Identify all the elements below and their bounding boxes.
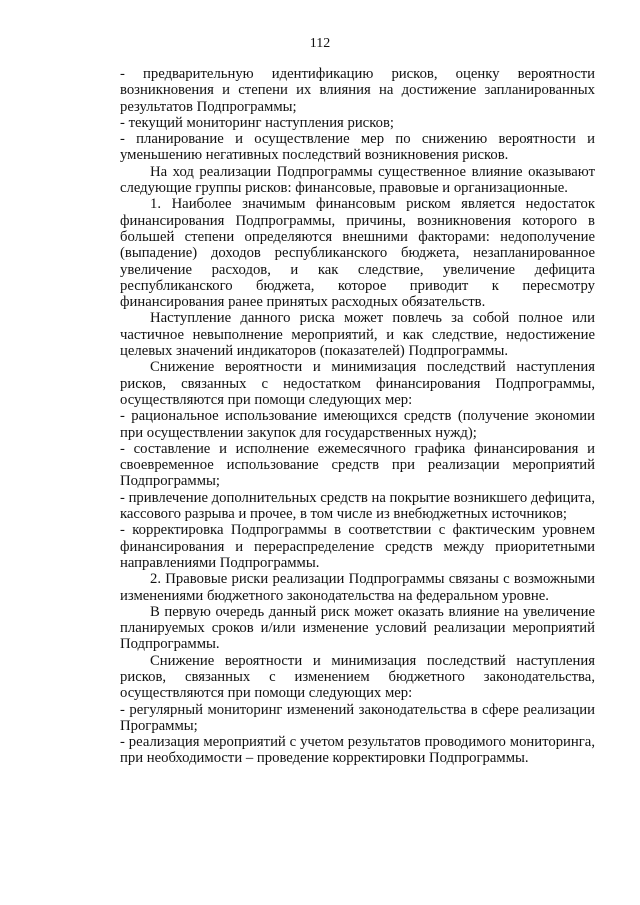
document-body [120, 66, 595, 767]
paragraph: - текущий мониторинг наступления рисков; [120, 114, 394, 131]
paragraph: Наступление данного риска может повлечь за собой полное или частичное невыполнение мероприятий, и как следствие, недостижение целевых значений индикаторов (показателей) Подпрограммы. [120, 310, 595, 360]
paragraph: - предварительную идентификацию рисков, оценку вероятности возникновения и степени их влияния на достижение запланированных результатов Подпрограммы; [120, 66, 595, 115]
paragraph: 2. Правовые риски реализации Подпрограммы связаны с возможными изменениями бюджетного законодательства на федеральном уровне. [120, 571, 595, 604]
paragraph: - составление и исполнение ежемесячного графика финансирования и своевременное использование средств при реализации мероприятий Подпрограммы; [120, 440, 595, 490]
paragraph: - корректировка Подпрограммы в соответствии с фактическим уровнем финансирования и перераспределение средств между приоритетными направлениями Подпрограммы. [120, 522, 595, 571]
paragraph: - регулярный мониторинг изменений законодательства в сфере реализации Программы; [120, 701, 595, 734]
paragraph: - привлечение дополнительных средств на покрытие возникшего дефицита, кассового разрыва и прочее, в том числе из внебюджетных источников; [120, 489, 595, 523]
paragraph: - реализация мероприятий с учетом результатов проводимого мониторинга, при необходимости – проведение корректировки Подпрограммы. [120, 734, 595, 767]
paragraph: В первую очередь данный риск может оказать влияние на увеличение планируемых сроков и/или изменение условий реализации мероприятий Подпрограммы. [120, 603, 595, 653]
paragraph: 1. Наиболее значимым финансовым риском является недостаток финансирования Подпрограммы, причины, возникновения которого в большей степени определяются внешними факторами: недополучение (выпадение) доходов республиканского бюджета, незапланированное увеличение расходов, и как следствие, увеличение дефицита республиканского бюджета, которое приводит к пересмотру финансирования ранее принятых расходных обязательств. [120, 196, 595, 311]
paragraph: - планирование и осуществление мер по снижению вероятности и уменьшению негативных последствий возникновения рисков. [120, 131, 595, 164]
paragraph: Снижение вероятности и минимизация последствий наступления рисков, связанных с недостатком финансирования Подпрограммы, осуществляются при помощи следующих мер: [120, 359, 595, 408]
paragraph: - рациональное использование имеющихся средств (получение экономии при осуществлении закупок для государственных нужд); [120, 408, 595, 441]
page-number: 112 [309, 36, 331, 51]
paragraph: Снижение вероятности и минимизация последствий наступления рисков, связанных с изменением бюджетного законодательства, осуществляются при помощи следующих мер: [120, 652, 595, 702]
paragraph: На ход реализации Подпрограммы существенное влияние оказывают следующие группы рисков: финансовые, правовые и организационные. [120, 163, 595, 197]
